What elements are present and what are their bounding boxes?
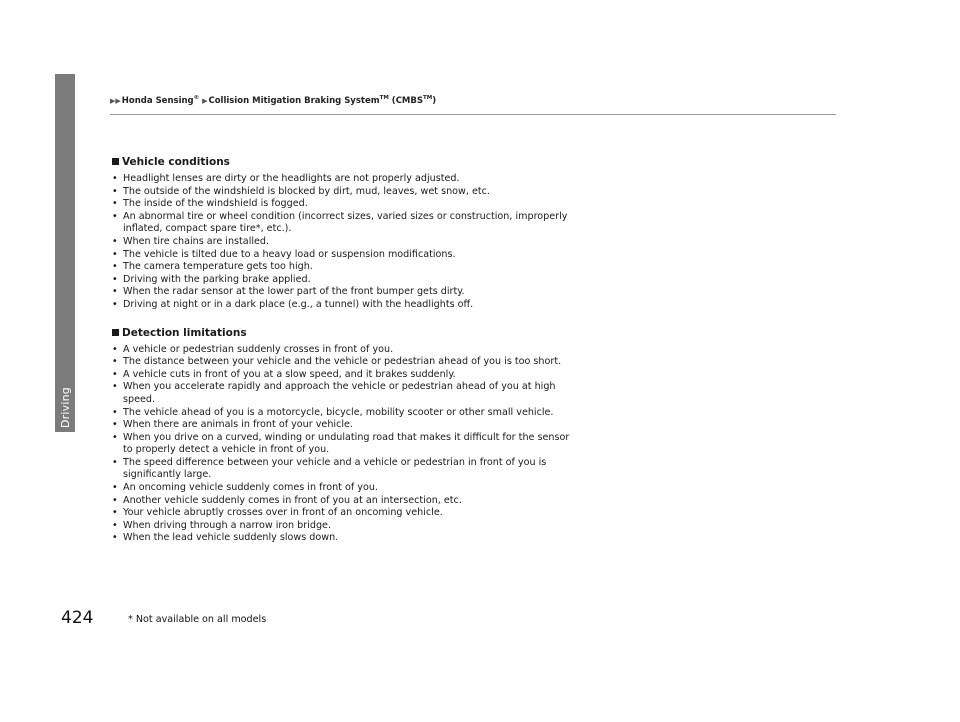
list-item bbox=[112, 381, 572, 406]
list-item-text: Your vehicle abruptly crosses over in front of an oncoming vehicle. bbox=[123, 507, 443, 519]
bullet-icon: • bbox=[112, 185, 118, 197]
list-item-text: Driving at night or in a dark place (e.g., a tunnel) with the headlights off. bbox=[123, 298, 474, 310]
bullet-icon: • bbox=[112, 356, 118, 368]
list-item-text: The vehicle ahead of you is a motorcycle, bicycle, mobility scooter or other small vehicle. bbox=[123, 406, 554, 418]
breadcrumb-abbrev: (CMBS bbox=[388, 95, 423, 106]
bullet-icon: • bbox=[112, 406, 118, 418]
bullet-icon: • bbox=[112, 248, 118, 260]
bullet-icon: • bbox=[112, 519, 118, 531]
list-item-text: When you drive on a curved, winding or undulating road that makes it difficult for the sensor to properly detect a vehicle in front of you. bbox=[123, 431, 570, 456]
bullet-list bbox=[112, 173, 572, 312]
main-content bbox=[112, 155, 572, 545]
trademark-mark: TM bbox=[379, 95, 389, 101]
list-item bbox=[112, 432, 572, 457]
bullet-icon: • bbox=[112, 482, 118, 494]
list-item-text: When there are animals in front of your vehicle. bbox=[123, 419, 353, 431]
section-heading: Detection limitations bbox=[112, 326, 572, 340]
bullet-icon: • bbox=[112, 210, 118, 222]
bullet-icon: • bbox=[112, 286, 118, 298]
bullet-icon: • bbox=[112, 431, 118, 443]
bullet-icon: • bbox=[112, 381, 118, 393]
registered-mark: ® bbox=[193, 95, 200, 101]
bullet-icon: • bbox=[112, 494, 118, 506]
list-item-text: A vehicle or pedestrian suddenly crosses in front of you. bbox=[123, 343, 394, 355]
list-item bbox=[112, 198, 572, 211]
header-rule bbox=[110, 114, 836, 115]
list-item bbox=[112, 520, 572, 533]
list-item bbox=[112, 286, 572, 299]
bullet-icon: • bbox=[112, 173, 118, 184]
bullet-icon: • bbox=[112, 419, 118, 431]
list-item-text: Another vehicle suddenly comes in front of you at an intersection, etc. bbox=[123, 494, 462, 506]
list-item bbox=[112, 482, 572, 495]
list-item-text: An oncoming vehicle suddenly comes in front of you. bbox=[123, 482, 378, 494]
page-number: 424 bbox=[61, 608, 94, 628]
square-bullet-icon bbox=[112, 158, 119, 165]
breadcrumb-item-cmbs[interactable]: Collision Mitigation Braking System bbox=[208, 95, 380, 106]
bullet-icon: • bbox=[112, 532, 118, 544]
list-item-text: An abnormal tire or wheel condition (incorrect sizes, varied sizes or construction, improperly inflated, compact spare tire*, etc.). bbox=[123, 210, 568, 235]
bullet-icon: • bbox=[112, 198, 118, 210]
bullet-icon: • bbox=[112, 507, 118, 519]
bullet-list bbox=[112, 344, 572, 546]
list-item-text: The outside of the windshield is blocked by dirt, mud, leaves, wet snow, etc. bbox=[123, 185, 490, 197]
list-item bbox=[112, 173, 572, 186]
list-item-text: When you accelerate rapidly and approach the vehicle or pedestrian ahead of you at high speed. bbox=[123, 381, 556, 405]
breadcrumb bbox=[110, 95, 436, 106]
bullet-icon: • bbox=[112, 261, 118, 273]
breadcrumb-item-honda-sensing[interactable]: Honda Sensing bbox=[121, 95, 194, 106]
list-item bbox=[112, 274, 572, 287]
list-item bbox=[112, 249, 572, 262]
section-detection-limitations bbox=[112, 326, 572, 546]
breadcrumb-arrow-icon: ▶ bbox=[202, 96, 208, 105]
bullet-icon: • bbox=[112, 298, 118, 310]
list-item-text: The vehicle is tilted due to a heavy load or suspension modifications. bbox=[123, 248, 456, 260]
bullet-icon: • bbox=[112, 273, 118, 285]
list-item bbox=[112, 369, 572, 382]
breadcrumb-abbrev-close: ) bbox=[432, 95, 437, 106]
list-item bbox=[112, 261, 572, 274]
section-vehicle-conditions bbox=[112, 155, 572, 312]
list-item bbox=[112, 507, 572, 520]
list-item bbox=[112, 344, 572, 357]
square-bullet-icon bbox=[112, 329, 119, 336]
list-item-text: The speed difference between your vehicle and a vehicle or pedestrian in front of you is significantly large. bbox=[123, 456, 547, 481]
list-item bbox=[112, 236, 572, 249]
list-item-text: The inside of the windshield is fogged. bbox=[123, 198, 308, 210]
list-item bbox=[112, 532, 572, 545]
list-item-text: When the radar sensor at the lower part of the front bumper gets dirty. bbox=[123, 286, 465, 298]
list-item-text: When tire chains are installed. bbox=[123, 235, 270, 247]
list-item bbox=[112, 356, 572, 369]
section-heading: Vehicle conditions bbox=[112, 155, 572, 169]
list-item-text: When the lead vehicle suddenly slows down. bbox=[123, 532, 339, 544]
list-item bbox=[112, 186, 572, 199]
bullet-icon: • bbox=[112, 456, 118, 468]
bullet-icon: • bbox=[112, 368, 118, 380]
list-item-text: When driving through a narrow iron bridge. bbox=[123, 519, 331, 531]
list-item-text: A vehicle cuts in front of you at a slow speed, and it brakes suddenly. bbox=[123, 368, 456, 380]
breadcrumb-arrow-icon: ▶▶ bbox=[110, 96, 121, 105]
list-item-text: The camera temperature gets too high. bbox=[123, 261, 313, 273]
bullet-icon: • bbox=[112, 343, 118, 355]
list-item bbox=[112, 495, 572, 508]
list-item bbox=[112, 211, 572, 236]
list-item-text: Headlight lenses are dirty or the headlights are not properly adjusted. bbox=[123, 173, 460, 184]
list-item-text: The distance between your vehicle and the vehicle or pedestrian ahead of you is too short. bbox=[123, 356, 562, 368]
bullet-icon: • bbox=[112, 235, 118, 247]
footnote: * Not available on all models bbox=[128, 614, 267, 625]
trademark-mark: TM bbox=[423, 95, 433, 101]
list-item bbox=[112, 407, 572, 420]
list-item-text: Driving with the parking brake applied. bbox=[123, 273, 311, 285]
list-item bbox=[112, 457, 572, 482]
sidebar-label: Driving bbox=[59, 387, 72, 428]
list-item bbox=[112, 419, 572, 432]
list-item bbox=[112, 299, 572, 312]
